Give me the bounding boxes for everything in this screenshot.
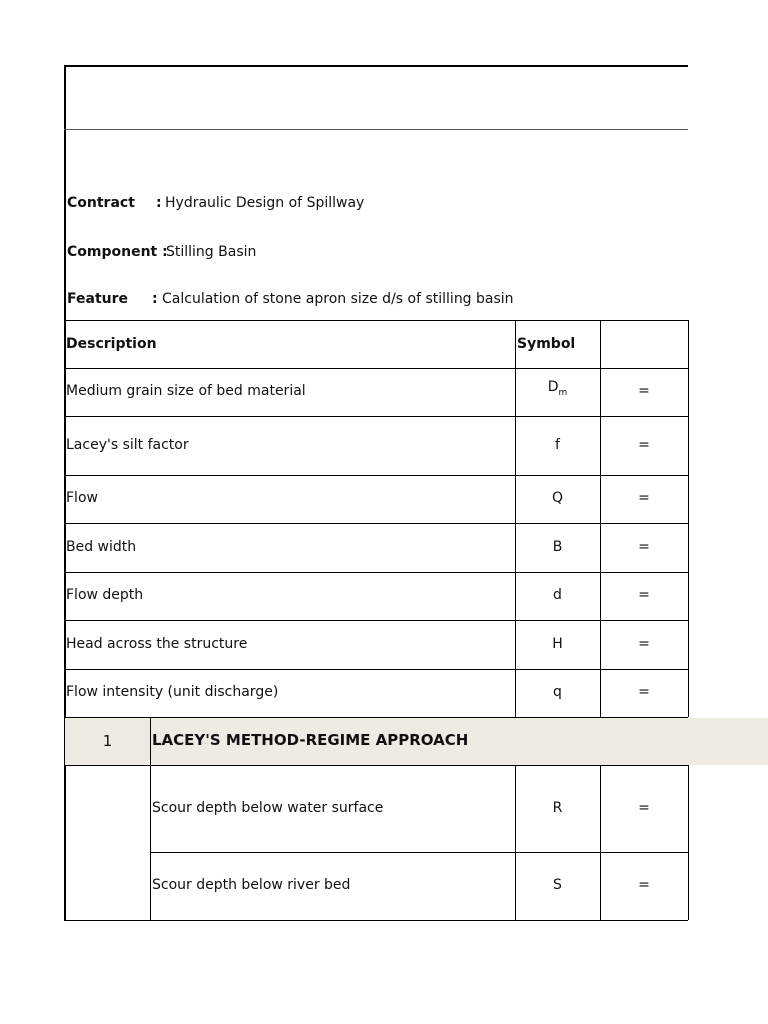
row-symbol: $D_m$ (547, 379, 568, 398)
header-symbol: Symbol (517, 336, 576, 352)
row-description: Bed width (66, 538, 137, 555)
section-number-divider (150, 718, 151, 765)
component-label: Component : (67, 244, 168, 260)
table-top-border (65, 320, 688, 321)
row-divider (65, 620, 688, 621)
frame-top-border (64, 65, 688, 67)
sub-row-symbol: R (552, 799, 563, 816)
row-divider (65, 669, 688, 670)
sub-row-symbol: S (553, 877, 562, 893)
row-symbol: q (553, 684, 562, 700)
table-right-border (688, 320, 689, 717)
header-description: Description (66, 336, 157, 352)
sub-row-equals: = (638, 799, 650, 816)
row-equals: = (638, 635, 650, 652)
row-symbol: Q (551, 490, 564, 506)
row-description: Flow depth (66, 587, 144, 603)
row-equals: = (638, 684, 650, 700)
row-symbol: f (555, 436, 560, 453)
sub-right-border (688, 765, 689, 920)
row-divider (65, 523, 688, 524)
header-row-divider (65, 368, 688, 369)
row-description: Medium grain size of bed material (66, 383, 306, 399)
row-divider (65, 572, 688, 573)
sub-row-description: Scour depth below river bed (152, 877, 351, 893)
row-symbol: B (552, 538, 563, 555)
section-bottom-border (65, 765, 688, 766)
title-divider (64, 129, 688, 130)
component-value: Stilling Basin (166, 244, 257, 260)
feature-separator: : (152, 291, 158, 307)
section-title: LACEY'S METHOD-REGIME APPROACH (152, 731, 469, 749)
row-symbol-subscript: m (558, 387, 568, 398)
row-description: Flow (66, 490, 98, 506)
row-equals: = (638, 383, 650, 399)
contract-separator: : (156, 195, 162, 211)
sub-symbol-col-border (515, 765, 516, 920)
feature-value: Calculation of stone apron size d/s of stilling basin (162, 291, 514, 307)
row-description: Flow intensity (unit discharge) (66, 684, 279, 700)
row-description: Head across the structure (66, 635, 248, 652)
section-number: 1 (102, 732, 113, 750)
row-symbol: d (553, 587, 562, 603)
row-symbol: H (552, 635, 563, 652)
table-bottom-border (65, 920, 688, 921)
row-description: Lacey's silt factor (66, 436, 189, 453)
sub-value-col-border (600, 765, 601, 920)
row-equals: = (638, 587, 650, 603)
row-equals: = (638, 490, 650, 506)
sub-row-divider (150, 852, 688, 853)
value-col-left-border (600, 320, 601, 717)
sub-number-col-border (150, 765, 151, 920)
row-divider (65, 475, 688, 476)
row-divider (65, 416, 688, 417)
row-equals: = (638, 538, 650, 555)
sub-row-equals: = (638, 877, 650, 893)
contract-label: Contract (67, 195, 135, 211)
contract-value: Hydraulic Design of Spillway (165, 195, 365, 211)
sub-row-description: Scour depth below water surface (152, 799, 384, 816)
row-equals: = (638, 436, 650, 453)
feature-label: Feature (67, 291, 128, 307)
